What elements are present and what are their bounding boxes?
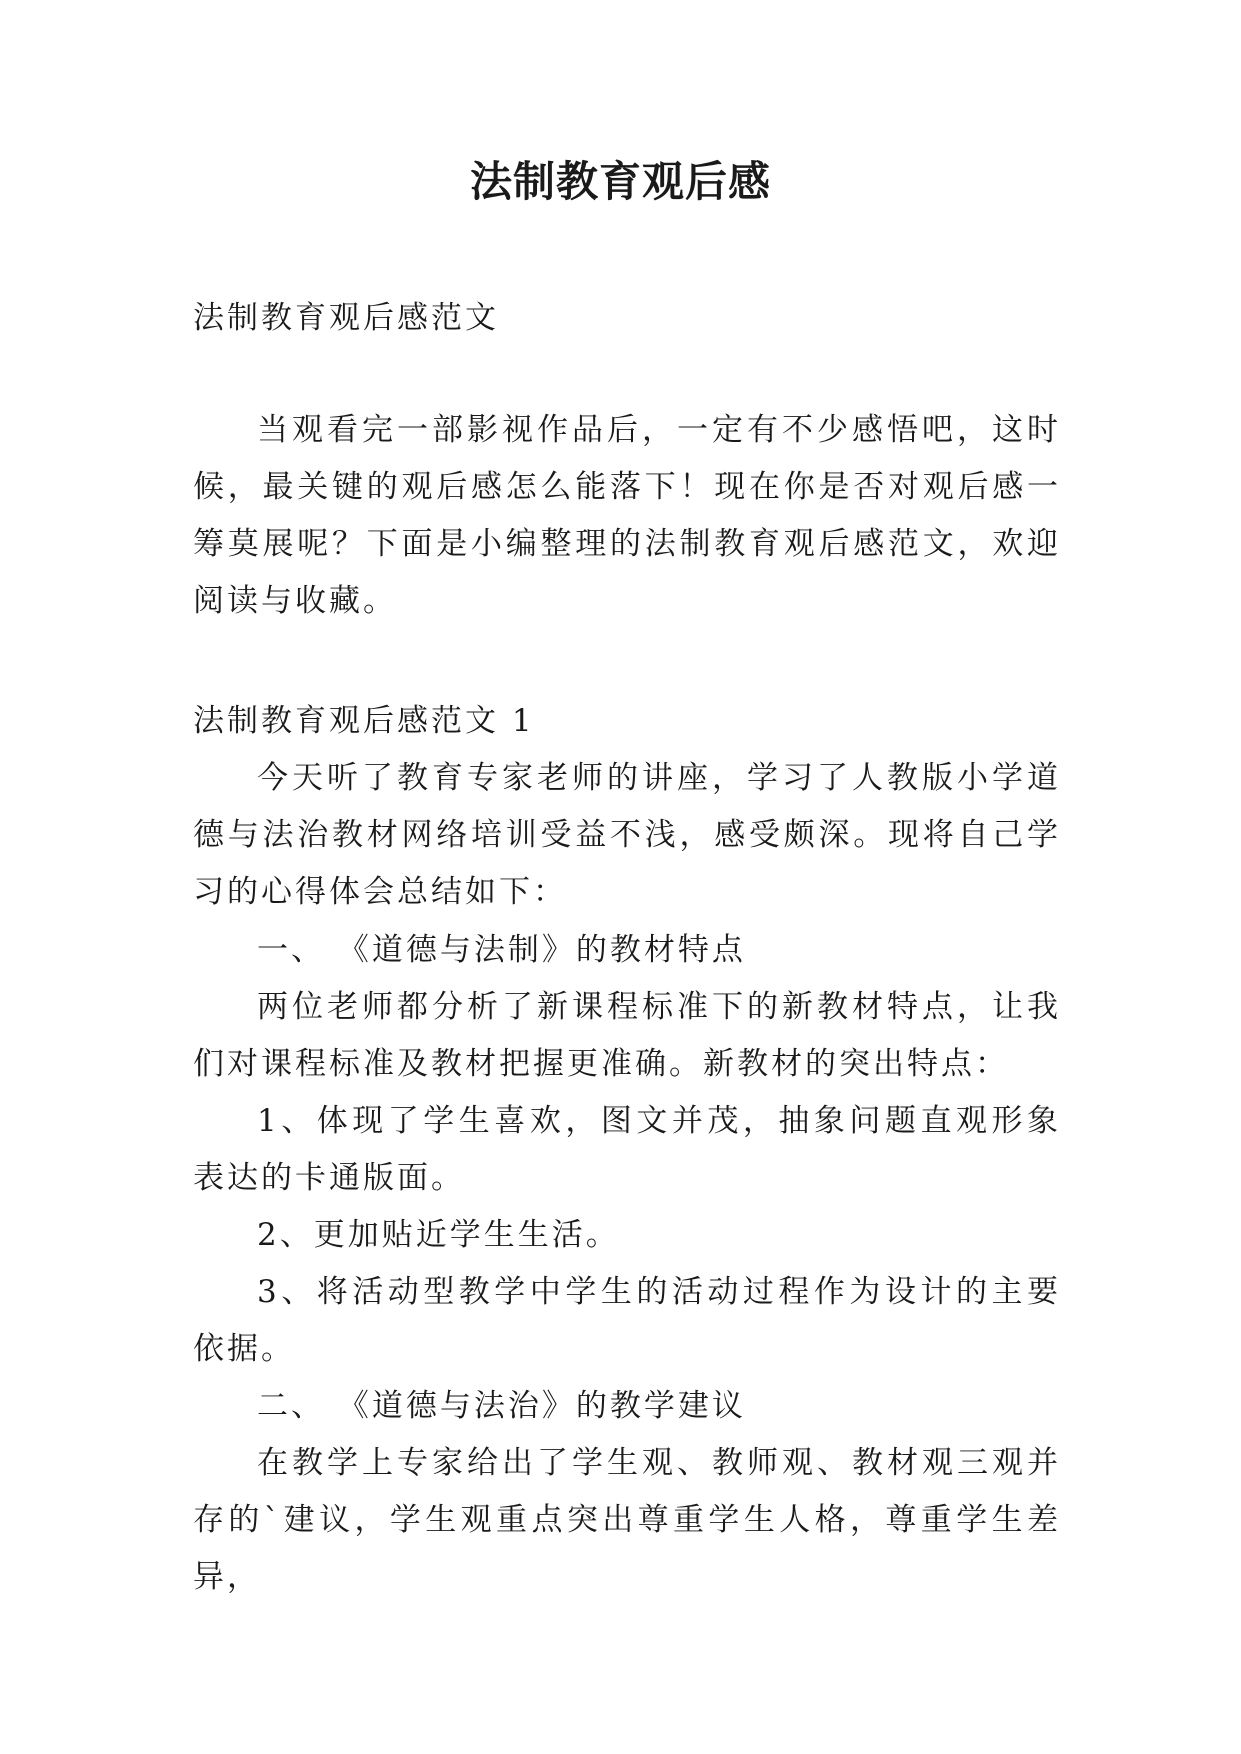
- list-item-1: 1、体现了学生喜欢，图文并茂，抽象问题直观形象表达的卡通版面。: [193, 1103, 1061, 1196]
- document-title: 法制教育观后感: [469, 157, 771, 206]
- paragraph-1: 今天听了教育专家老师的讲座，学习了人教版小学道德与法治教材网络培训受益不浅，感受颇深。现将自己学习的心得体会总结如下：: [193, 760, 1061, 910]
- list-item-3: 3、将活动型教学中学生的活动过程作为设计的主要依据。: [193, 1274, 1061, 1367]
- paragraph-2: 两位老师都分析了新课程标准下的新教材特点，让我们对课程标准及教材把握更准确。新教材的突出特点：: [193, 989, 1061, 1082]
- list-item-2: 2、更加贴近学生生活。: [257, 1217, 620, 1253]
- heading-2: 二、 《道德与法治》的教学建议: [257, 1388, 746, 1424]
- paragraph-3: 在教学上专家给出了学生观、教师观、教材观三观并存的`建议，学生观重点突出尊重学生人格，尊重学生差异，: [193, 1445, 1061, 1595]
- section-title-1: 法制教育观后感范文 1: [193, 703, 535, 739]
- intro-paragraph: 当观看完一部影视作品后，一定有不少感悟吧，这时候，最关键的观后感怎么能落下！现在你是否对观后感一筹莫展呢？下面是小编整理的法制教育观后感范文，欢迎阅读与收藏。: [193, 412, 1061, 619]
- document-subtitle: 法制教育观后感范文: [193, 300, 499, 336]
- heading-1: 一、 《道德与法制》的教材特点: [257, 932, 746, 968]
